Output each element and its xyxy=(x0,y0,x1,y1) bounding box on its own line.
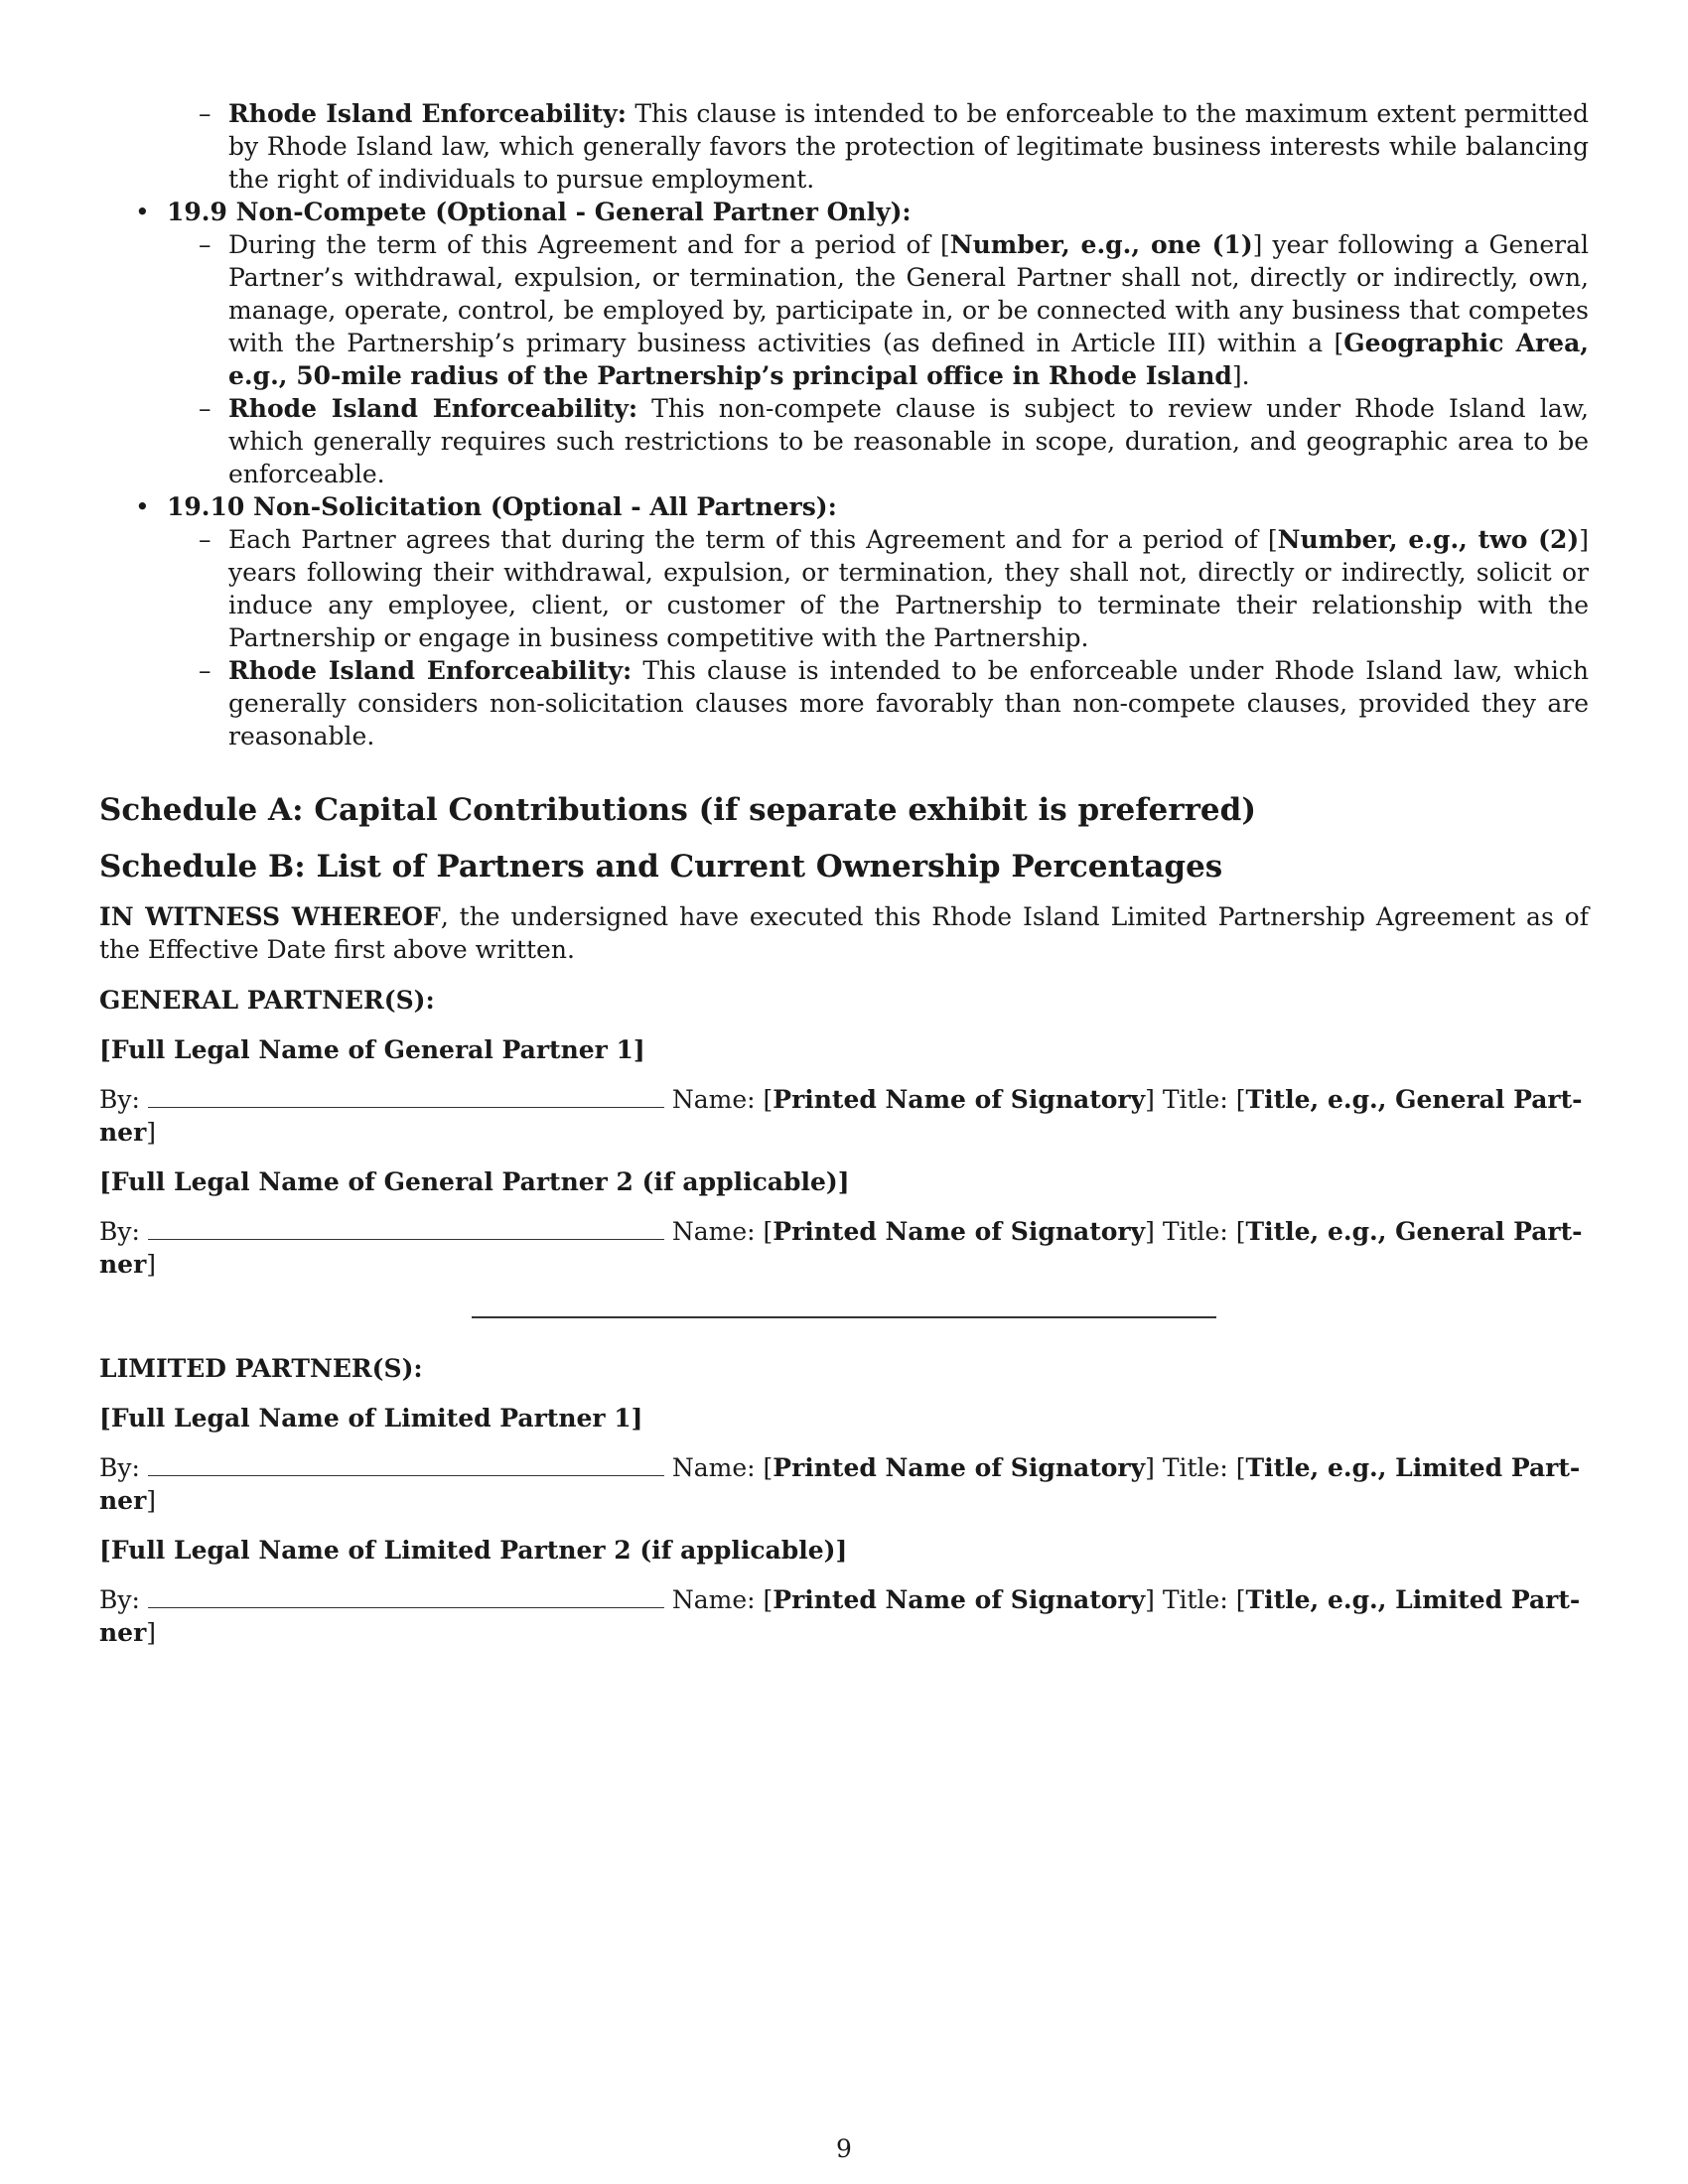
signature-line[interactable] xyxy=(148,1085,664,1108)
section-19-10: • 19.10 Non-Solicitation (Optional - All Partners): – Each Partner agrees that during the term of this Agreement and for a period of [Number, e.g., two (2)] years following their withdrawal, expulsion, or termination, they shall not, directly or indirectly, solicit or induce any employee, client, or customer of the Partnership to terminate their relationship with the Partnership or engage in business competitive with the Partnership. – Rhode Island Enforceability: This clause is intended to be enforceable under Rhode Island law, which generally considers non-solicitation clauses more favorably than non-compete clauses, provided they are reasonable. xyxy=(135,492,1589,751)
section-19-9: • 19.9 Non-Compete (Optional - General Partner Only): – During the term of this Agreement and for a period of [Number, e.g., one (1)] year following a General Partner’s withdrawal, expulsion, or termination, the General Partner shall not, directly or indirectly, own, manage, operate, control, be employed by, participate in, or be connected with any business that competes with the Partnership’s primary business activities (as defined in Article III) within a [Geographic Area, e.g., 50-mile radius of the Partnership’s principal office in Rhode Island]. – Rhode Island Enforceability: This non-compete clause is subject to review under Rhode Island law, which generally requires such restrictions to be reasonable in scope, duration, and geographic area to be enforceable. xyxy=(135,198,1590,488)
general-partners-heading: GENERAL PARTNER(S): xyxy=(99,986,435,1015)
list-item: – Each Partner agrees that during the term of this Agreement and for a period of [Number, e.g., two (2)] years following their withdrawal, expulsion, or termination, they shall not, directly or indirectly, solicit or induce any employee, client, or customer of the Partnership to terminate their relationship with the Partnership or engage in business competitive with the Partnership. xyxy=(199,525,1589,652)
section-heading: 19.10 Non-Solicitation (Optional - All Partners): xyxy=(167,492,837,521)
lp1-name: [Full Legal Name of Limited Partner 1] xyxy=(99,1404,643,1433)
document-body xyxy=(99,196,1589,1649)
horizontal-rule xyxy=(472,1316,1216,1318)
signature-block: By: Name: [Printed Name of Signatory] Title: [Title, e.g., Limited Part- ner] xyxy=(99,1585,1581,1647)
clause-text: This clause is intended to be enforceable to the maximum extent permitted by Rhode Island law, which generally favors the protection of legitimate business interests while balancing the right of individuals to pursue employment. xyxy=(228,99,1590,194)
signature-block: By: Name: [Printed Name of Signatory] Title: [Title, e.g., Limited Part- ner] xyxy=(99,1453,1581,1515)
lp2-name: [Full Legal Name of Limited Partner 2 (if applicable)] xyxy=(99,1536,848,1565)
schedule-b-heading: Schedule B: List of Partners and Current Ownership Percentages xyxy=(99,849,1223,885)
signature-line[interactable] xyxy=(148,1217,664,1240)
signature-line[interactable] xyxy=(148,1453,664,1476)
list-item: – During the term of this Agreement and for a period of [Number, e.g., one (1)] year following a General Partner’s withdrawal, expulsion, or termination, the General Partner shall not, directly or indirectly, own, manage, operate, control, be employed by, participate in, or be connected with any business that competes with the Partnership’s primary business activities (as defined in Article III) within a [Geographic Area, e.g., 50-mile radius of the Partnership’s principal office in Rhode Island]. xyxy=(199,230,1590,390)
list-item: – Rhode Island Enforceability: This clause is intended to be enforceable under Rhode Island law, which generally considers non-solicitation clauses more favorably than non-compete clauses, provided they are reasonable. xyxy=(199,656,1589,751)
signature-line[interactable] xyxy=(148,1585,664,1608)
schedule-a-heading: Schedule A: Capital Contributions (if separate exhibit is preferred) xyxy=(99,792,1256,828)
prev-clause-list xyxy=(99,97,1589,196)
limited-partners-heading: LIMITED PARTNER(S): xyxy=(99,1354,423,1383)
list-item: – Rhode Island Enforceability: This non-compete clause is subject to review under Rhode Island law, which generally requires such restrictions to be reasonable in scope, duration, and geographic area to be enforceable. xyxy=(199,394,1589,488)
witness-paragraph: IN WITNESS WHEREOF, the undersigned have executed this Rhode Island Limited Partnership Agreement as of the Effective Date first above written. xyxy=(99,902,1589,964)
clause-label: Rhode Island Enforceability: xyxy=(228,99,627,128)
page-number: 9 xyxy=(836,2134,852,2163)
section-heading: 19.9 Non-Compete (Optional - General Partner Only): xyxy=(167,198,912,226)
signature-block: By: Name: [Printed Name of Signatory] Title: [Title, e.g., General Part- ner] xyxy=(99,1217,1583,1279)
gp1-name: [Full Legal Name of General Partner 1] xyxy=(99,1035,645,1064)
section-list xyxy=(99,196,1589,752)
gp2-name: [Full Legal Name of General Partner 2 (if applicable)] xyxy=(99,1167,850,1196)
list-item: – Rhode Island Enforceability: This clause is intended to be enforceable to the maximum extent permitted by Rhode Island law, which generally favors the protection of legitimate business interests while balancing the right of individuals to pursue employment. xyxy=(199,99,1590,194)
signature-block: By: Name: [Printed Name of Signatory] Title: [Title, e.g., General Part- ner] xyxy=(99,1085,1583,1147)
